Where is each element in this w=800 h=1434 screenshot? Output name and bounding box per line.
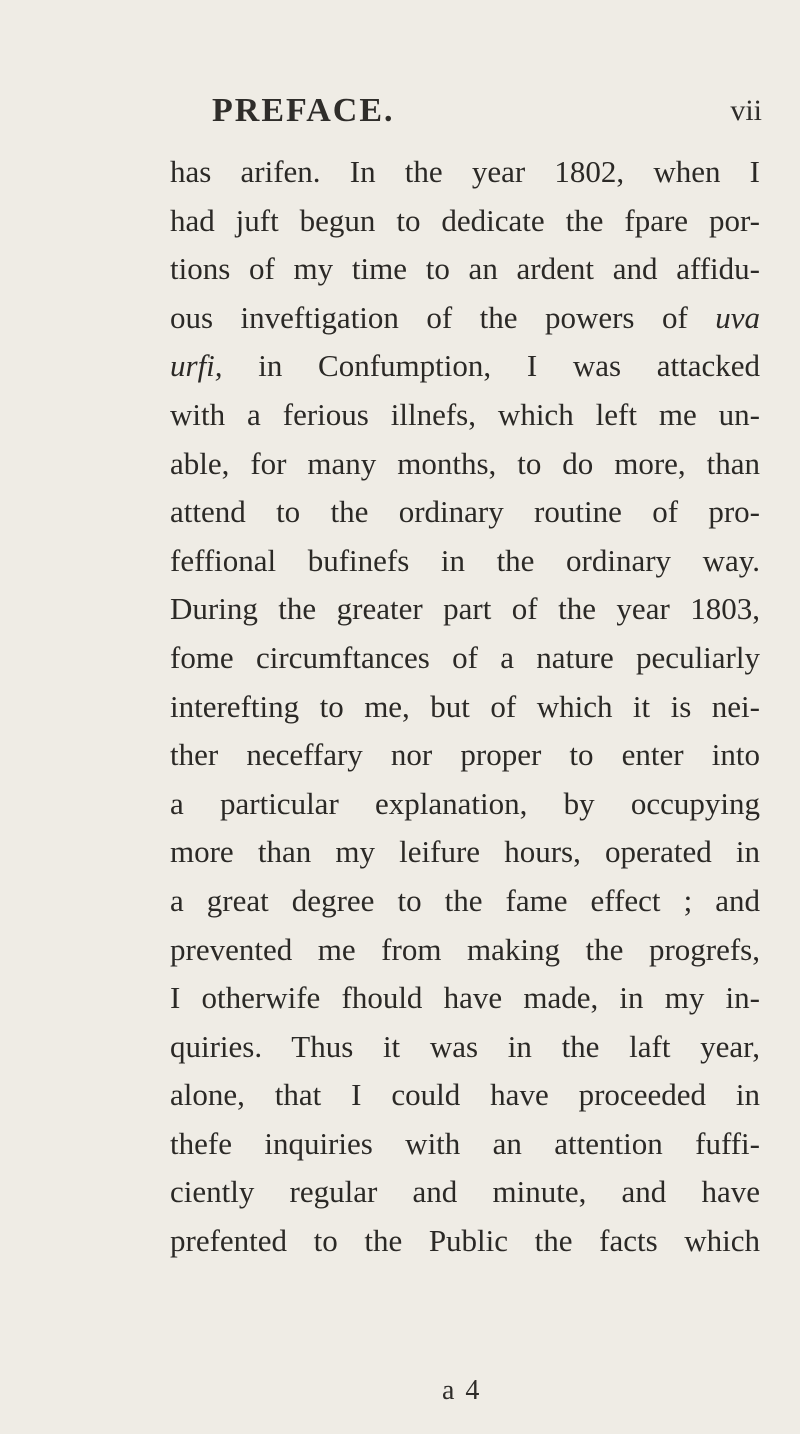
text-line: tions of my time to an ardent and affidu- (170, 251, 760, 287)
text-line: quiries. Thus it was in the laft year, (170, 1028, 760, 1064)
text-segment: in Confumption, I was attacked (258, 348, 760, 384)
text-line: prevented me from making the progrefs, (170, 931, 760, 967)
text-line: alone, that I could have proceeded in (170, 1077, 760, 1113)
text-line-with-italic (170, 342, 760, 391)
text-line: During the greater part of the year 1803, (170, 591, 760, 627)
text-line: with a ferious illnefs, which left me un- (170, 396, 760, 432)
text-line-with-italic (170, 294, 760, 343)
text-line: a great degree to the fame effect ; and (170, 882, 760, 918)
text-line: has arifen. In the year 1802, when I (170, 154, 760, 189)
text-line: a particular explanation, by occupying (170, 785, 760, 821)
page-header (212, 92, 762, 142)
text-line: prefented to the Public the facts which (170, 1223, 760, 1259)
text-line: ciently regular and minute, and have (170, 1174, 760, 1210)
signature-mark: a 4 (442, 1375, 482, 1406)
text-line: I otherwife fhould have made, in my in- (170, 980, 760, 1016)
italic-word: uva (715, 299, 760, 335)
text-line: more than my leifure hours, operated in (170, 834, 760, 870)
page-number: vii (730, 94, 762, 127)
text-line: had juft begun to dedicate the fpare por- (170, 202, 760, 238)
body-text (170, 148, 760, 1266)
text-line: fome circumftances of a nature peculiarly (170, 639, 760, 675)
text-line: interefting to me, but of which it is nei- (170, 688, 760, 724)
running-title: PREFACE. (212, 92, 395, 129)
text-line: feffional bufinefs in the ordinary way. (170, 542, 760, 578)
text-line: able, for many months, to do more, than (170, 445, 760, 481)
text-segment: ous inveftigation of the powers of (170, 299, 716, 335)
text-line: attend to the ordinary routine of pro- (170, 494, 760, 530)
text-line: thefe inquiries with an attention fuffi- (170, 1125, 760, 1161)
text-line: ther neceffary nor proper to enter into (170, 737, 760, 773)
italic-word: urfi, (170, 348, 223, 384)
